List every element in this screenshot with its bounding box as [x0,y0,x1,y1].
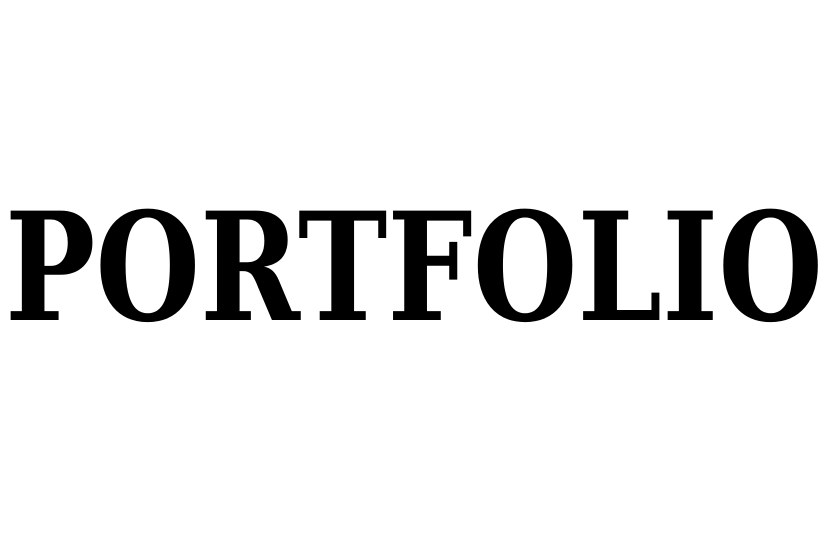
portfolio-title [0,206,828,326]
portfolio-title-text: PORTFOLIO [5,206,823,326]
portfolio-title-svg [0,206,828,326]
